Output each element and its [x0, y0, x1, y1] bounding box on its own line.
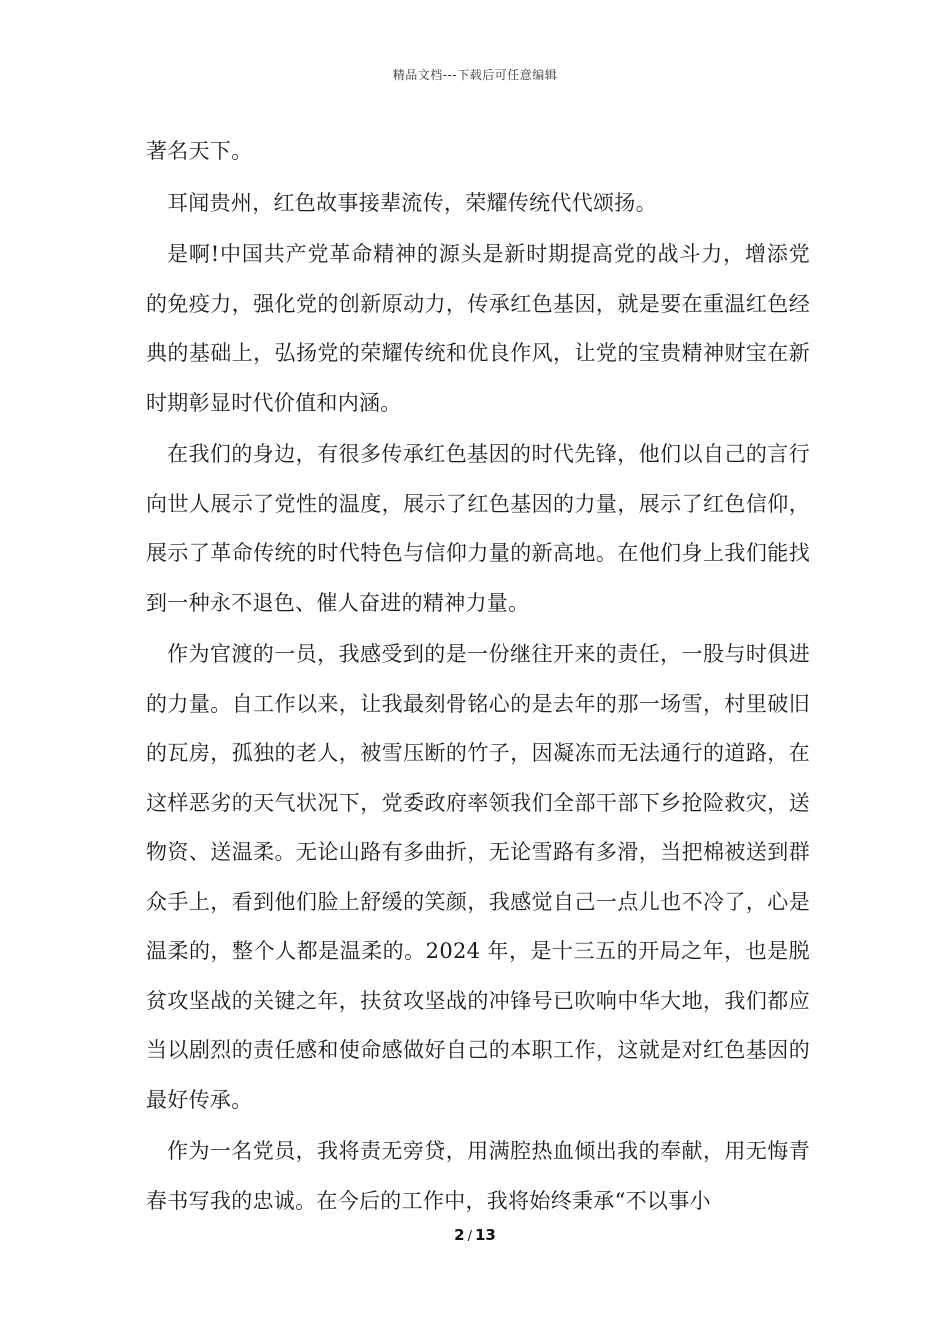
- page-separator: /: [467, 1229, 472, 1244]
- page-header: 精品文档---下载后可任意编辑: [392, 68, 558, 82]
- paragraph: 著名天下。: [146, 139, 253, 163]
- paragraph: 在我们的身边，有很多传承红色基因的时代先锋，他们以自己的言行向世人展示了党性的温度，展示了红色基因的力量，展示了红色信仰，展示了革命传统的时代特色与信仰力量的新高地。在他们身上我们能找到一种永不退色、催人奋进的精神力量。: [146, 442, 810, 615]
- document-body: [146, 127, 810, 1228]
- total-pages-number: 13: [474, 1226, 496, 1244]
- paragraph: 作为一名党员，我将责无旁贷，用满腔热血倾出我的奉献，用无悔青春书写我的忠诚。在今后的工作中，我将始终秉承“不以事小: [146, 1139, 810, 1213]
- paragraph: 是啊!中国共产党革命精神的源头是新时期提高党的战斗力，增添党的免疫力，强化党的创新原动力，传承红色基因，就是要在重温红色经典的基础上，弘扬党的荣耀传统和优良作风，让党的宝贵精神财宝在新时期彰显时代价值和内涵。: [146, 242, 810, 415]
- paragraph: 作为官渡的一员，我感受到的是一份继往开来的责任，一股与时俱进的力量。自工作以来，让我最刻骨铭心的是去年的那一场雪，村里破旧的瓦房，孤独的老人，被雪压断的竹子，因凝冻而无法通行的道路，在这样恶劣的天气状况下，党委政府率领我们全部干部下乡抢险救灾，送物资、送温柔。无论山路有多曲折，无论雪路有多滑，当把棉被送到群众手上，看到他们脸上舒缓的笑颜，我感觉自己一点儿也不冷了，心是温柔的，整个人都是温柔的。2024 年，是十三五的开局之年，也是脱贫攻坚战的关键之年，扶贫攻坚战的冲锋号已吹响中华大地，我们都应当以剧烈的责任感和使命感做好自己的本职工作，这就是对红色基因的最好传承。: [146, 642, 810, 1112]
- paragraph: 耳闻贵州，红色故事接辈流传，荣耀传统代代颂扬。: [167, 190, 657, 215]
- current-page-number: 2: [454, 1226, 465, 1244]
- page-number: [0, 1226, 950, 1244]
